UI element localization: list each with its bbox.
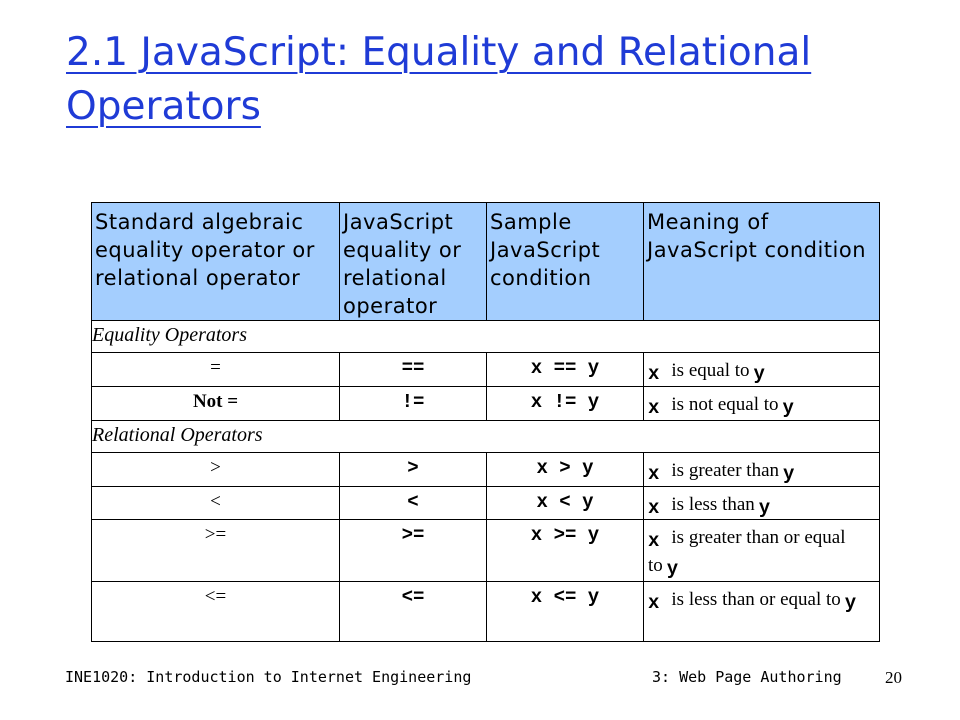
header-sample-condition: Sample JavaScript condition: [487, 203, 644, 321]
sample-condition-cell: x <= y: [487, 582, 644, 642]
section-label-equality: Equality Operators: [92, 321, 880, 353]
meaning-cell: [644, 353, 880, 387]
table-row: [92, 453, 880, 487]
section-row-equality: [92, 321, 880, 353]
meaning-var-y: y: [782, 397, 794, 419]
footer-course: INE1020: Introduction to Internet Engineering: [65, 668, 472, 686]
section-label-relational: Relational Operators: [92, 421, 880, 453]
table-row: [92, 487, 880, 520]
sample-condition-cell: x >= y: [487, 520, 644, 582]
js-operator-cell: >: [340, 453, 487, 487]
meaning-var-x: x: [648, 397, 660, 419]
table-row: [92, 582, 880, 642]
meaning-cell: [644, 487, 880, 520]
meaning-var-x: x: [648, 592, 660, 614]
meaning-text: is equal to: [671, 360, 750, 381]
algebraic-cell: Not =: [92, 387, 340, 421]
sample-condition-cell: x > y: [487, 453, 644, 487]
meaning-text: is greater than or equal to: [648, 527, 846, 576]
js-operator-cell: <: [340, 487, 487, 520]
header-algebraic: Standard algebraic equality operator or relational operator: [92, 203, 340, 321]
js-operator-cell: >=: [340, 520, 487, 582]
js-operator-cell: <=: [340, 582, 487, 642]
meaning-text: is not equal to: [671, 394, 779, 415]
meaning-cell: [644, 520, 880, 582]
table-row: [92, 520, 880, 582]
meaning-cell: [644, 453, 880, 487]
algebraic-cell: >=: [92, 520, 340, 582]
js-operator-cell: ==: [340, 353, 487, 387]
meaning-var-x: x: [648, 530, 660, 552]
slide-title: 2.1 JavaScript: Equality and Relational Operators: [66, 30, 812, 129]
sample-condition-cell: x != y: [487, 387, 644, 421]
meaning-var-x: x: [648, 497, 660, 519]
meaning-var-y: y: [783, 463, 795, 485]
meaning-text: is less than or equal to: [671, 589, 841, 610]
js-operator-cell: !=: [340, 387, 487, 421]
algebraic-cell: <: [92, 487, 340, 520]
sample-condition-cell: x < y: [487, 487, 644, 520]
footer-chapter: 3: Web Page Authoring: [652, 668, 842, 686]
meaning-text: is greater than: [671, 460, 780, 481]
section-row-relational: [92, 421, 880, 453]
meaning-cell: [644, 582, 880, 642]
table-header-row: [92, 203, 880, 321]
meaning-var-y: y: [844, 592, 857, 614]
table-row: [92, 387, 880, 421]
header-js-operator: JavaScript equality or relational operator: [340, 203, 487, 321]
meaning-var-y: y: [666, 558, 679, 580]
page-number: 20: [885, 668, 902, 687]
header-meaning: Meaning of JavaScript condition: [644, 203, 880, 321]
meaning-cell: [644, 387, 880, 421]
meaning-var-x: x: [648, 363, 660, 385]
sample-condition-cell: x == y: [487, 353, 644, 387]
algebraic-cell: <=: [92, 582, 340, 642]
meaning-var-x: x: [648, 463, 660, 485]
meaning-var-y: y: [753, 363, 765, 385]
table-row: [92, 353, 880, 387]
algebraic-cell: >: [92, 453, 340, 487]
operators-table: [91, 202, 880, 642]
algebraic-cell: =: [92, 353, 340, 387]
meaning-text: is less than: [671, 494, 755, 515]
meaning-var-y: y: [758, 497, 771, 519]
